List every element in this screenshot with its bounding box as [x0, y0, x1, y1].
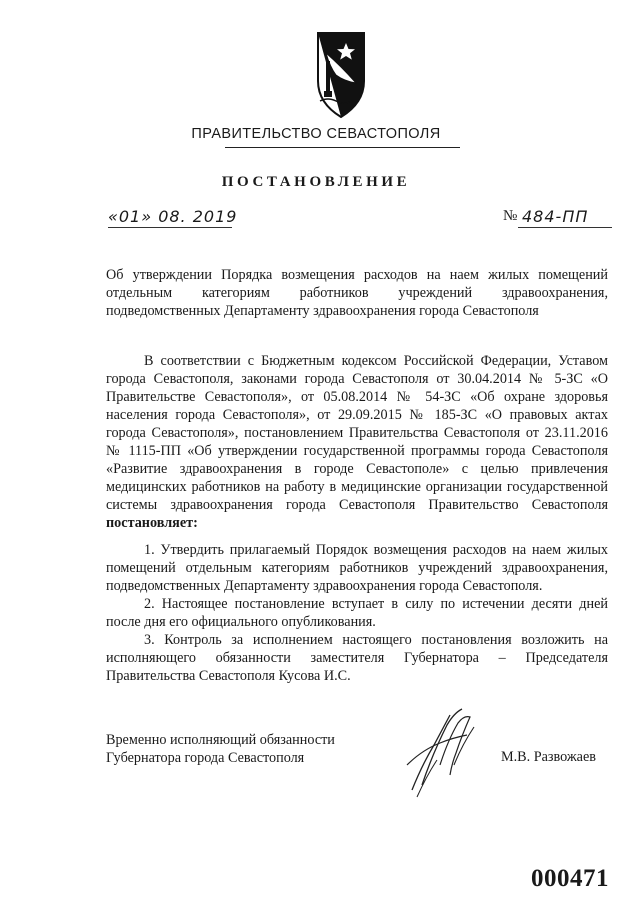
document-title: Об утверждении Порядка возмещения расходов на наем жилых помещений отдельным категориям работников учреждений здравоохранения, подведомственных Департаменту здравоохранения города Севастополя: [106, 267, 608, 319]
handwritten-signature: [392, 705, 502, 805]
preamble: [106, 352, 608, 532]
resolution-item-3: 3. Контроль за исполнением настоящего постановления возложить на исполняющего обязанности заместителя Губернатора – Председателя Правительства Севастополя Кусова И.С.: [106, 632, 608, 684]
preamble-text: В соответствии с Бюджетным кодексом Российской Федерации, Уставом города Севастополя, законами города Севастополя от 30.04.2014 № 5-ЗС «О Правительстве Севастополя», от 05.08.2014 № 54-ЗС «Об охране здоровья населения города Севастополя», от 29.09.2015 № 185-ЗС «О правовых актах города Севастополя», постановлением Правительства Севастополя от 23.11.2016 № 1115-ПП «Об утверждении государственной программы города Севастополя «Развитие здравоохранения в городе Севастополе» с целью привлечения медицинских работников на работу в медицинские организации государственной системы здравоохранения города Севастополя Правительство Севастополя: [106, 353, 608, 513]
organization-name: ПРАВИТЕЛЬСТВО СЕВАСТОПОЛЯ: [191, 126, 441, 142]
decision-word: постановляет:: [106, 515, 198, 531]
document-date: «01» 08. 2019: [108, 207, 238, 226]
resolution-item-1: 1. Утвердить прилагаемый Порядок возмещения расходов на наем жилых помещений отдельным категориям работников учреждений здравоохранения, подведомственных Департаменту здравоохранения города Севастополя.: [106, 542, 608, 594]
number-underline: [518, 227, 612, 228]
signatory-position-line2: Губернатора города Севастополя: [106, 750, 305, 766]
coat-of-arms-emblem: [316, 31, 366, 121]
resolution-item-2: 2. Настоящее постановление вступает в силу по истечении десяти дней после дня его официального опубликования.: [106, 596, 608, 630]
header-underline: [225, 147, 460, 148]
document-type: ПОСТАНОВЛЕНИЕ: [221, 174, 411, 190]
signatory-position-line1: Временно исполняющий обязанности: [106, 732, 335, 748]
resolution-items: [106, 541, 608, 685]
number-label: №: [503, 208, 518, 224]
date-underline: [108, 227, 232, 228]
signatory-position: [106, 731, 335, 767]
signatory-name: М.В. Развожаев: [501, 749, 596, 765]
document-number: 484-ПП: [522, 207, 589, 226]
registration-number: 000471: [531, 865, 609, 892]
